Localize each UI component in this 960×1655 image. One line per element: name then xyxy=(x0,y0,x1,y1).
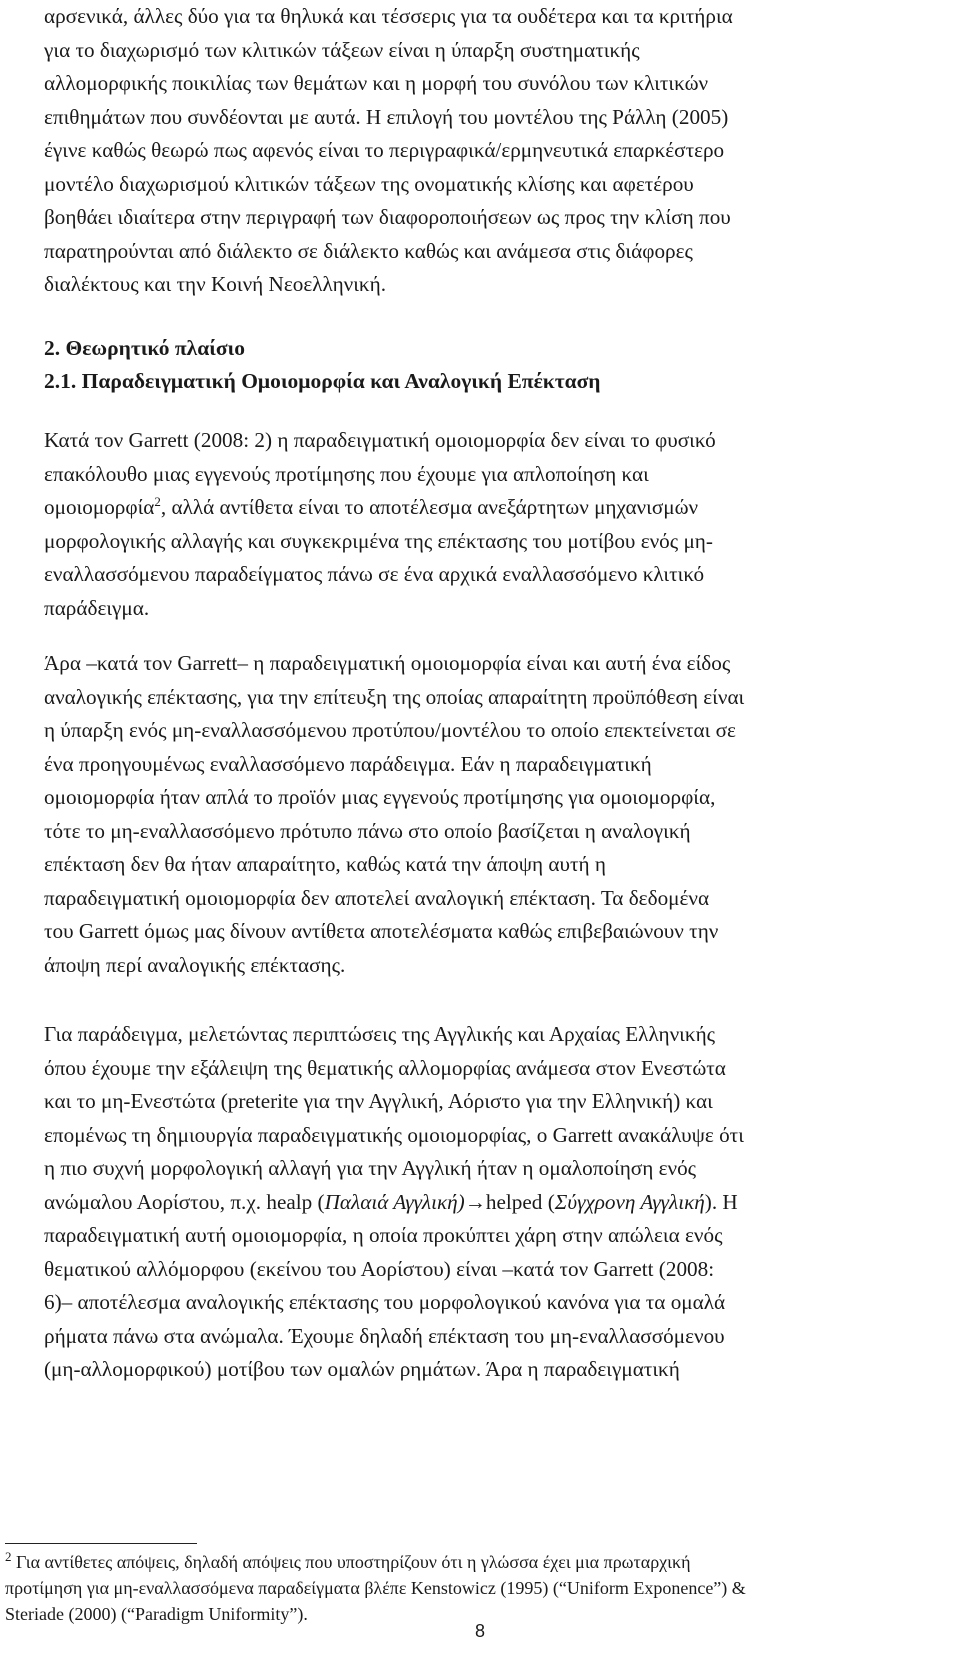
text-fragment: Για αντίθετες απόψεις, δηλαδή απόψεις που υποστηρίζουν ότι η γλώσσα έχει μια πρωταρχική xyxy=(11,1552,691,1572)
text-line: 6)– αποτέλεσμα αναλογικής επέκτασης του μορφολογικού κανόνα για τα ομαλά xyxy=(44,1290,726,1314)
text-line: επακόλουθο μιας εγγενούς προτίμησης που έχουμε για απλοποίηση και xyxy=(44,461,649,486)
paragraph-1 xyxy=(44,424,934,625)
footnote-reference[interactable]: 2 xyxy=(154,493,161,509)
text-line: για το διαχωρισμό των κλιτικών τάξεων είναι η ύπαρξη συστηματικής xyxy=(44,37,640,62)
footnote-line: Steriade (2000) (“Paradigm Uniformity”). xyxy=(5,1604,308,1624)
footnote xyxy=(5,1549,935,1627)
text-line: ένα προηγουμένως εναλλασσόμενο παράδειγμα. Εάν η παραδειγματική xyxy=(44,751,652,776)
text-line: παρατηρούνται από διάλεκτο σε διάλεκτο καθώς και ανάμεσα στις διάφορες xyxy=(44,238,693,263)
text-line: (μη-αλλομορφικού) μοτίβου των ομαλών ρημάτων. Άρα η παραδειγματική xyxy=(44,1357,680,1381)
paragraph-2 xyxy=(44,647,934,982)
text-line: διαλέκτους και την Κοινή Νεοελληνική. xyxy=(44,272,386,296)
text-line: όπου έχουμε την εξάλειψη της θεματικής αλλομορφίας ανάμεσα στον Ενεστώτα xyxy=(44,1055,726,1080)
italic-text: Παλαιά Αγγλική) xyxy=(324,1189,465,1214)
text-line: ρήματα πάνω στα ανώμαλα. Έχουμε δηλαδή επέκταση του μη-εναλλασσόμενου xyxy=(44,1323,725,1348)
section-heading: 2. Θεωρητικό πλαίσιο xyxy=(44,336,245,360)
footnote-number: 2 xyxy=(5,1549,12,1564)
text-line: εναλλασσόμενου παραδείγματος πάνω σε ένα αρχικά εναλλασσόμενο κλιτικό xyxy=(44,562,705,586)
text-fragment: ανώμαλου Αορίστου, π.χ. healp ( xyxy=(44,1189,325,1214)
text-line: μοντέλο διαχωρισμού κλιτικών τάξεων της ονοματικής κλίσης και αφετέρου xyxy=(44,171,694,196)
text-line: η ύπαρξη ενός μη-εναλλασσόμενου προτύπου/μοντέλου το οποίο επεκτείνεται σε xyxy=(44,718,736,742)
text-line: άποψη περί αναλογικής επέκτασης. xyxy=(44,952,346,977)
text-fragment: ). Η xyxy=(704,1189,738,1214)
arrow-icon: → xyxy=(464,1189,486,1214)
text-line: αρσενικά, άλλες δύο για τα θηλυκά και τέσσερις για τα ουδέτερα και τα κριτήρια xyxy=(44,4,733,28)
text-line: έγινε καθώς θεωρώ πως αφενός είναι το περιγραφικά/ερμηνευτικά επαρκέστερο xyxy=(44,138,725,162)
text-line: παραδειγματική ομοιομορφία δεν αποτελεί αναλογική επέκταση. Τα δεδομένα xyxy=(44,885,710,910)
text-line: Κατά τον Garrett (2008: 2) η παραδειγματική ομοιομορφία δεν είναι το φυσικό xyxy=(44,428,716,452)
text-line: η πιο συχνή μορφολογική αλλαγή για την Αγγλική ήταν η ομαλοποίηση ενός xyxy=(44,1156,697,1180)
page-number: 8 xyxy=(474,1621,485,1641)
text-line: αναλογικής επέκτασης, για την επίτευξη της οποίας απαραίτητη προϋπόθεση είναι xyxy=(44,684,745,709)
text-line xyxy=(44,1186,934,1220)
text-line: τότε το μη-εναλλασσόμενο πρότυπο πάνω στο οποίο βασίζεται η αναλογική xyxy=(44,818,691,843)
footnote-line: προτίμηση για μη-εναλλασσόμενα παραδείγματα βλέπε Kenstowicz (1995) (“Uniform Exponence”) & xyxy=(5,1578,746,1598)
text-line: επιθημάτων που συνδέονται με αυτά. Η επιλογή του μοντέλου της Ράλλη (2005) xyxy=(44,104,729,129)
subsection-heading: 2.1. Παραδειγματική Ομοιομορφία και Αναλογική Επέκταση xyxy=(44,369,601,393)
italic-text: Σύγχρονη Αγγλική xyxy=(554,1189,705,1214)
text-line: ομοιομορφία ήταν απλά το προϊόν μιας εγγενούς προτίμησης για ομοιομορφία, xyxy=(44,785,716,809)
text-fragment: , αλλά αντίθετα είναι το αποτέλεσμα ανεξάρτητων μηχανισμών xyxy=(160,495,699,519)
text-line: θεματικού αλλόμορφου (εκείνου του Αορίστου) είναι –κατά τον Garrett (2008: xyxy=(44,1256,715,1281)
text-line: παράδειγμα. xyxy=(44,595,150,620)
footnote-separator xyxy=(5,1543,197,1544)
text-fragment: ομοιομορφία xyxy=(44,495,155,519)
text-line: Άρα –κατά τον Garrett– η παραδειγματική ομοιομορφία είναι και αυτή ένα είδος xyxy=(44,651,731,675)
text-line xyxy=(44,491,934,525)
text-line: μορφολογικής αλλαγής και συγκεκριμένα της επέκτασης του μοτίβου ενός μη- xyxy=(44,528,713,553)
text-line: βοηθάει ιδιαίτερα στην περιγραφή των διαφοροποιήσεων ως προς την κλίση που xyxy=(44,205,731,229)
paragraph-3 xyxy=(44,1018,934,1387)
text-line: επομένως τη δημιουργία παραδειγματικής ομοιομορφίας, ο Garrett ανακάλυψε ότι xyxy=(44,1122,744,1147)
text-line: και το μη-Ενεστώτα (preterite για την Αγγλική, Αόριστο για την Ελληνική) και xyxy=(44,1089,713,1113)
text-line: παραδειγματική αυτή ομοιομορφία, η οποία προκύπτει χάρη στην απώλεια ενός xyxy=(44,1223,723,1247)
intro-paragraph xyxy=(44,0,934,302)
text-line: του Garrett όμως μας δίνουν αντίθετα αποτελέσματα καθώς επιβεβαιώνουν την xyxy=(44,919,719,943)
text-line: επέκταση δεν θα ήταν απαραίτητο, καθώς κατά την άποψη αυτή η xyxy=(44,852,606,876)
text-line: Για παράδειγμα, μελετώντας περιπτώσεις της Αγγλικής και Αρχαίας Ελληνικής xyxy=(44,1022,716,1046)
text-fragment: helped ( xyxy=(485,1189,555,1214)
text-line: αλλομορφικής ποικιλίας των θεμάτων και η μορφή του συνόλου των κλιτικών xyxy=(44,71,709,95)
footnote-line xyxy=(5,1549,935,1575)
